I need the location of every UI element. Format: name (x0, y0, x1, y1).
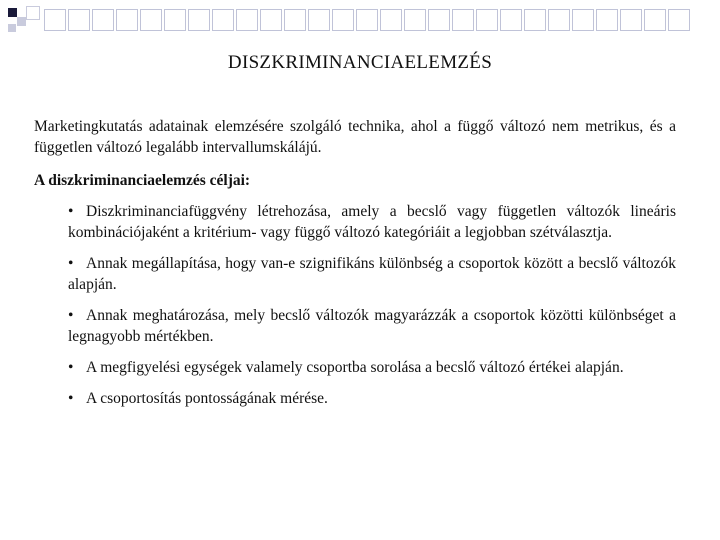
bullet-icon: • (68, 390, 74, 407)
list-item-text: Annak meghatározása, mely becslő változók magyarázzák a csoportok közötti különbséget a legnagyobb mértékben. (68, 307, 676, 345)
bullet-icon: • (68, 203, 74, 220)
slide-title: DISZKRIMINANCIAELEMZÉS (227, 52, 493, 73)
list-item-text: A megfigyelési egységek valamely csoportba sorolása a becslő változó értékei alapján. (86, 359, 624, 376)
list-item (68, 388, 676, 409)
deco-cell (116, 9, 138, 31)
deco-grid-bar (44, 9, 690, 31)
deco-cell (452, 9, 474, 31)
deco-square-dark (8, 8, 17, 17)
deco-cell (404, 9, 426, 31)
deco-cell (284, 9, 306, 31)
goals-list (34, 201, 676, 409)
list-item (68, 305, 676, 347)
bullet-icon: • (68, 255, 74, 272)
deco-cell (92, 9, 114, 31)
deco-cell (668, 9, 690, 31)
list-item (68, 201, 676, 243)
deco-cell (620, 9, 642, 31)
list-item-text: Diszkriminanciafüggvény létrehozása, amely a becslő vagy független változók lineáris kombinációjaként a kritérium- vagy függő változó kategóriáit a legjobban szétválasztja. (68, 203, 676, 241)
bullet-icon: • (68, 359, 74, 376)
deco-cell (164, 9, 186, 31)
deco-cell (68, 9, 90, 31)
slide-content (34, 116, 676, 419)
deco-cell (644, 9, 666, 31)
goals-heading: A diszkriminanciaelemzés céljai: (34, 172, 251, 189)
deco-square-light (8, 24, 16, 32)
deco-cell (308, 9, 330, 31)
deco-cell (236, 9, 258, 31)
deco-cell (44, 9, 66, 31)
deco-cell (212, 9, 234, 31)
bullet-icon: • (68, 307, 74, 324)
deco-cell (500, 9, 522, 31)
deco-cell (476, 9, 498, 31)
deco-cell (260, 9, 282, 31)
intro-paragraph: Marketingkutatás adatainak elemzésére szolgáló technika, ahol a függő változó nem metrikus, és a független változó legalább intervallumskálájú. (34, 118, 676, 156)
list-item (68, 357, 676, 378)
list-item (68, 253, 676, 295)
deco-square-light (17, 17, 26, 26)
list-item-text: Annak megállapítása, hogy van-e szignifikáns különbség a csoportok között a becslő változók alapján. (68, 255, 676, 293)
deco-cell (572, 9, 594, 31)
deco-cell (188, 9, 210, 31)
deco-cell (380, 9, 402, 31)
deco-cell (596, 9, 618, 31)
deco-cell (428, 9, 450, 31)
deco-cell (356, 9, 378, 31)
deco-cell (548, 9, 570, 31)
deco-cell (140, 9, 162, 31)
deco-square-outline (26, 6, 40, 20)
deco-cell (332, 9, 354, 31)
list-item-text: A csoportosítás pontosságának mérése. (86, 390, 328, 407)
deco-cell (524, 9, 546, 31)
header-decoration (0, 0, 720, 40)
